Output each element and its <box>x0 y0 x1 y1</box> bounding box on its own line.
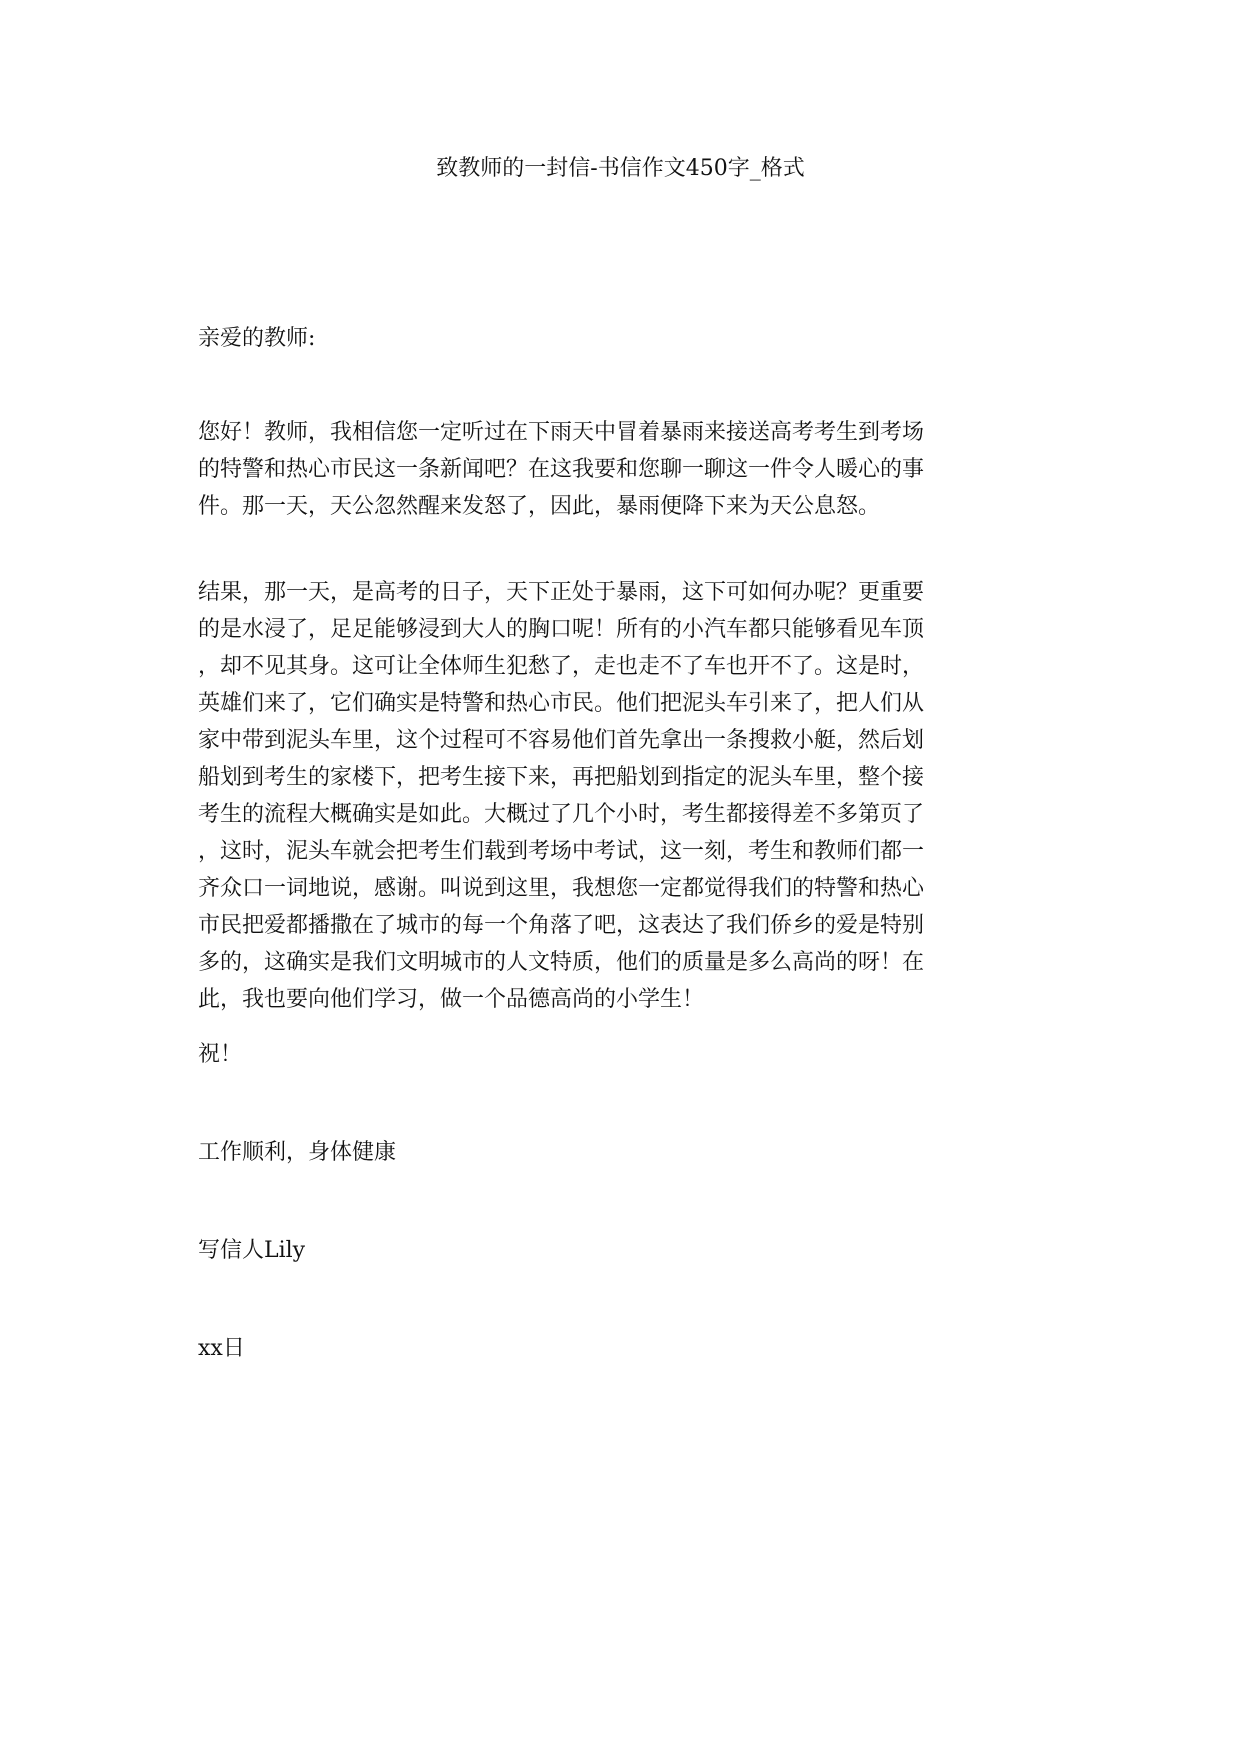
paragraph-2-line: 多的，这确实是我们文明城市的人文特质，他们的质量是多么高尚的呀！在 <box>198 950 925 975</box>
date: xx日 <box>198 1336 245 1361</box>
signer: 写信人Lily <box>198 1238 306 1263</box>
paragraph-2-line: 结果，那一天，是高考的日子，天下正处于暴雨，这下可如何办呢？更重要 <box>198 580 925 605</box>
salutation: 亲爱的教师: <box>198 326 316 351</box>
closing-wish: 祝！ <box>198 1042 243 1067</box>
paragraph-2-line: ，这时，泥头车就会把考生们载到考场中考试，这一刻，考生和教师们都一 <box>198 839 925 864</box>
paragraph-2-line: 英雄们来了，它们确实是特警和热心市民。他们把泥头车引来了，把人们从 <box>198 691 925 716</box>
paragraph-2-line: 的是水浸了，足足能够浸到大人的胸口呢！所有的小汽车都只能够看见车顶 <box>198 617 925 642</box>
paragraph-2 <box>198 574 1030 1018</box>
paragraph-1 <box>198 414 1030 525</box>
paragraph-2-line: 齐众口一词地说，感谢。叫说到这里，我想您一定都觉得我们的特警和热心 <box>198 876 925 901</box>
paragraph-2-line: 家中带到泥头车里，这个过程可不容易他们首先拿出一条搜救小艇，然后划 <box>198 728 925 753</box>
paragraph-2-line: 船划到考生的家楼下，把考生接下来，再把船划到指定的泥头车里，整个接 <box>198 765 925 790</box>
paragraph-1-line: 的特警和热心市民这一条新闻吧？在这我要和您聊一聊这一件令人暖心的事 <box>198 457 925 482</box>
paragraph-2-line: ，却不见其身。这可让全体师生犯愁了，走也走不了车也开不了。这是时， <box>198 654 925 679</box>
closing-blessing: 工作顺利，身体健康 <box>198 1140 397 1165</box>
paragraph-2-line: 市民把爱都播撒在了城市的每一个角落了吧，这表达了我们侨乡的爱是特别 <box>198 913 925 938</box>
paragraph-1-line: 您好！教师，我相信您一定听过在下雨天中冒着暴雨来接送高考考生到考场 <box>198 420 925 445</box>
paragraph-2-line: 考生的流程大概确实是如此。大概过了几个小时，考生都接得差不多第页了 <box>198 802 925 827</box>
paragraph-2-line: 此，我也要向他们学习，做一个品德高尚的小学生！ <box>198 987 705 1012</box>
paragraph-1-line: 件。那一天，天公忽然醒来发怒了，因此，暴雨便降下来为天公息怒。 <box>198 494 881 519</box>
document-title: 致教师的一封信-书信作文450字_格式 <box>436 156 805 181</box>
